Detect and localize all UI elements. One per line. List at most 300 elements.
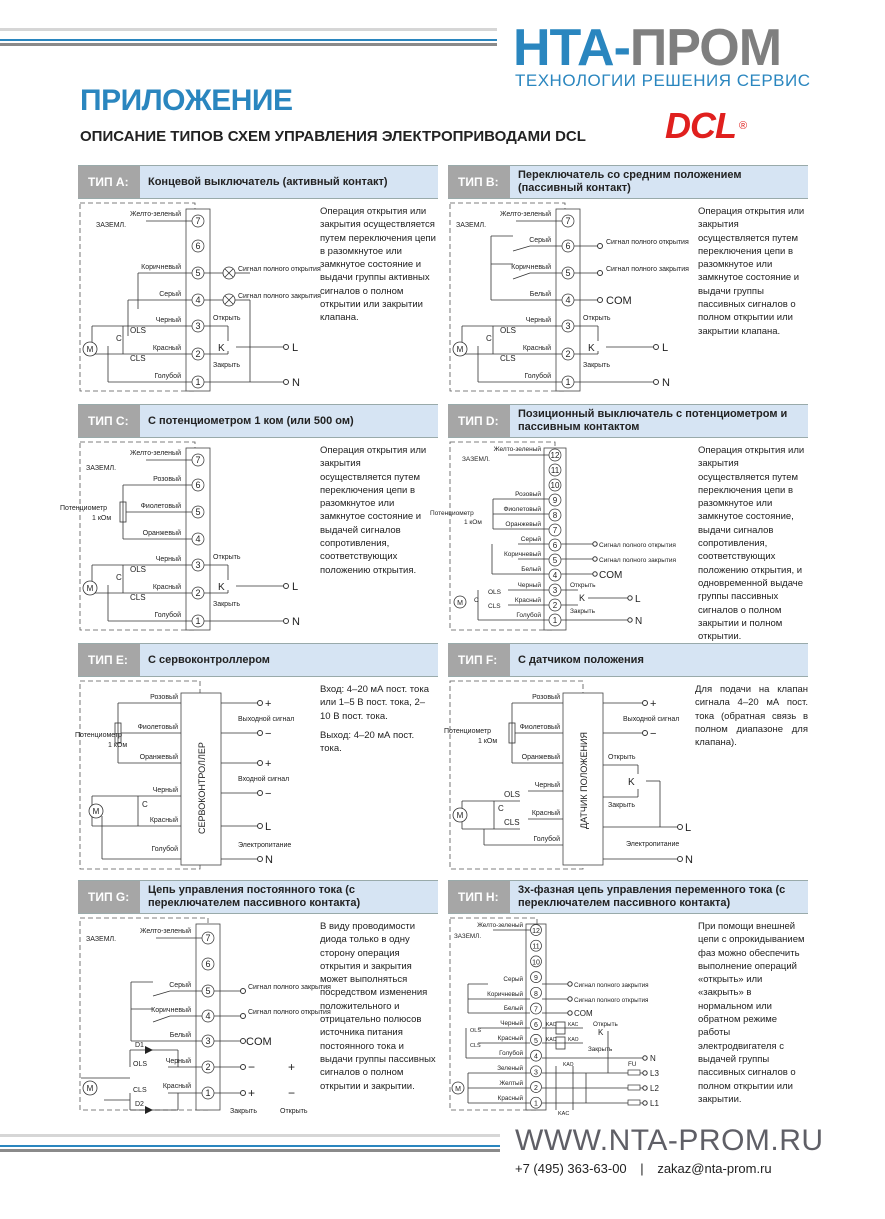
svg-text:ЗАЗЕМЛ.: ЗАЗЕМЛ. <box>454 933 482 940</box>
logo-part-blue: НТА- <box>513 19 630 77</box>
lamp-icons <box>223 267 235 306</box>
panel-header <box>78 643 438 677</box>
svg-text:L2: L2 <box>650 1084 659 1093</box>
terminal-number: 5 <box>552 556 558 565</box>
svg-text:K: K <box>628 777 635 788</box>
svg-text:Сигнал полного закрытия: Сигнал полного закрытия <box>248 984 331 991</box>
svg-text:Розовый: Розовый <box>515 491 541 498</box>
svg-text:Желтый: Желтый <box>499 1080 523 1087</box>
label-ground-wire: Желто-зеленый <box>129 211 181 218</box>
svg-text:M: M <box>456 345 464 354</box>
partner-logo <box>665 105 747 146</box>
motor-label: M <box>86 345 94 354</box>
svg-text:ЗАЗЕМЛ.: ЗАЗЕМЛ. <box>456 222 487 229</box>
svg-text:Черный: Черный <box>152 787 178 794</box>
svg-text:C: C <box>498 804 504 813</box>
svg-text:CLS: CLS <box>500 354 516 363</box>
registered-mark: ® <box>739 120 747 132</box>
svg-text:Выходной сигнал: Выходной сигнал <box>238 716 295 723</box>
svg-text:Белый: Белый <box>169 1032 191 1039</box>
footer-stripe-light <box>0 1134 500 1137</box>
svg-text:1: 1 <box>565 377 571 387</box>
phone-number[interactable]: +7 (495) 363-63-00 <box>515 1161 627 1176</box>
label-capacitor: C <box>116 334 122 343</box>
svg-text:C: C <box>142 800 148 809</box>
svg-text:Оранжевый: Оранжевый <box>139 754 178 761</box>
company-logo <box>513 19 782 77</box>
footer-contacts <box>515 1161 772 1176</box>
terminal-number: 10 <box>550 481 560 490</box>
description-input: Вход: 4–20 мА пост. тока или 1–5 В пост. тока, 2–10 В пост. тока. <box>320 684 429 722</box>
panel-description: В виду проводимости диода только в одну сторону операция открытия и закрытия может выполняться посредством изменения положительного и отрицательно полюсов источника питания постоянного тока и выдачи группы пассивных сигналов о полном открытии и закрытии. <box>320 921 436 1092</box>
svg-text:Потенциометр: Потенциометр <box>430 510 474 517</box>
svg-text:Входной сигнал: Входной сигнал <box>238 776 290 783</box>
svg-text:Желто-зеленый: Желто-зеленый <box>139 928 191 935</box>
description-output: Выход: 4–20 мА пост. тока. <box>320 729 415 755</box>
svg-text:Белый: Белый <box>503 1005 523 1012</box>
block-label: СЕРВОКОНТРОЛЛЕР <box>197 742 207 834</box>
svg-text:Открыть: Открыть <box>213 554 241 561</box>
svg-text:1 кОм: 1 кОм <box>108 742 128 749</box>
svg-text:M: M <box>457 600 463 607</box>
wiring-diagram-h <box>448 916 693 1116</box>
svg-text:Серый: Серый <box>520 536 541 543</box>
svg-text:OLS: OLS <box>504 790 521 799</box>
panel-title: 3х-фазная цепь управления переменного тока (с переключателем пассивного контакта) <box>518 884 786 909</box>
label-n: N <box>292 377 300 389</box>
svg-text:Электропитание: Электропитание <box>238 842 292 849</box>
svg-text:3: 3 <box>195 560 201 570</box>
svg-text:2: 2 <box>195 588 201 598</box>
panel-description: Операция открытия или закрытия осуществляется путем переключения цепи в разомкнутое или замкнутое состояние и выдачи группы пассивных сигналов о полном открытии или закрытии клапана. <box>698 206 805 337</box>
svg-text:ЗАЗЕМЛ.: ЗАЗЕМЛ. <box>86 936 117 943</box>
panel-type-d <box>430 404 808 643</box>
panel-header <box>448 165 808 199</box>
svg-text:KAC: KAC <box>568 1022 579 1028</box>
svg-text:KAO: KAO <box>563 1062 574 1068</box>
svg-text:Желто-зеленый: Желто-зеленый <box>493 446 541 453</box>
svg-text:6: 6 <box>205 959 211 969</box>
svg-text:6: 6 <box>565 241 571 251</box>
svg-text:Голубой: Голубой <box>516 612 541 619</box>
header-stripe-blue <box>0 39 497 41</box>
svg-text:K: K <box>588 343 595 354</box>
svg-text:+: + <box>288 1060 296 1074</box>
svg-text:OLS: OLS <box>130 565 147 574</box>
svg-text:COM: COM <box>599 570 623 581</box>
svg-text:Сигнал полного закрытия: Сигнал полного закрытия <box>574 982 649 989</box>
panel-title: Цепь управления постоянного тока (с переключателем пассивного контакта) <box>148 884 361 909</box>
email-link[interactable]: zakaz@nta-prom.ru <box>657 1161 772 1176</box>
svg-text:5: 5 <box>565 268 571 278</box>
svg-text:COM: COM <box>574 1009 593 1018</box>
label-l: L <box>292 342 299 354</box>
svg-text:5: 5 <box>195 507 201 517</box>
svg-text:Электропитание: Электропитание <box>626 841 680 848</box>
svg-text:+: + <box>650 698 657 710</box>
svg-text:Сигнал полного закрытия: Сигнал полного закрытия <box>606 266 689 273</box>
svg-text:CLS: CLS <box>130 593 146 602</box>
svg-text:7: 7 <box>205 933 211 943</box>
panel-tag: ТИП H: <box>448 881 510 913</box>
panel-description: При помощи внешней цепи с опрокидыванием фаз можно обеспечить выполнение операций «открыть» или «закрыть» в нормальном или обратном режиме работы электродвигателя с выдачей группы пассивных сигналов о полном открытии или закрытии. <box>698 921 805 1105</box>
svg-text:Голубой: Голубой <box>154 612 181 619</box>
svg-text:Сигнал полного открытия: Сигнал полного открытия <box>606 239 689 246</box>
svg-text:KAC: KAC <box>558 1111 570 1117</box>
svg-text:L: L <box>685 822 692 834</box>
wiring-diagram-d <box>430 440 698 635</box>
svg-text:Красный: Красный <box>162 1083 191 1090</box>
svg-text:7: 7 <box>195 455 201 465</box>
svg-text:Красный: Красный <box>497 1095 523 1102</box>
svg-text:Черный: Черный <box>165 1058 191 1065</box>
svg-text:N: N <box>265 854 273 866</box>
panel-description: Для подачи на клапан сигнала 4–20 мА пост. тока (обратная связь в полном диапазоне для клапана). <box>695 684 808 749</box>
svg-text:6: 6 <box>195 480 201 490</box>
svg-text:COM: COM <box>246 1036 272 1048</box>
svg-text:Открыть: Открыть <box>583 315 611 322</box>
terminal-number: 4 <box>534 1053 538 1061</box>
svg-text:Фиолетовый: Фиолетовый <box>140 503 181 510</box>
svg-text:+: + <box>265 758 272 770</box>
diode-d2-icon <box>145 1106 153 1114</box>
contact-separator: | <box>640 1161 644 1176</box>
svg-text:4: 4 <box>205 1011 211 1021</box>
svg-text:Красный: Красный <box>497 1035 523 1042</box>
svg-text:1 кОм: 1 кОм <box>478 738 498 745</box>
terminal-1: 1 <box>195 377 201 387</box>
panel-tag: ТИП F: <box>448 644 510 676</box>
terminal-number: 3 <box>552 586 558 595</box>
terminal-6: 6 <box>195 241 201 251</box>
terminal-number: 8 <box>534 990 538 998</box>
svg-text:CLS: CLS <box>133 1087 147 1094</box>
svg-text:Белый: Белый <box>529 291 551 298</box>
terminal-number: 4 <box>552 571 558 580</box>
terminal-number: 8 <box>552 511 558 520</box>
svg-text:Оранжевый: Оранжевый <box>521 754 560 761</box>
svg-text:Белый: Белый <box>521 566 541 573</box>
svg-text:M: M <box>86 584 94 593</box>
svg-text:COM: COM <box>606 295 632 307</box>
svg-text:N: N <box>650 1054 656 1063</box>
svg-text:Черный: Черный <box>155 556 181 563</box>
svg-text:N: N <box>662 377 670 389</box>
terminal-3: 3 <box>195 321 201 331</box>
svg-text:1 кОм: 1 кОм <box>92 515 112 522</box>
panel-type-a <box>78 165 438 395</box>
header-stripe-gray <box>0 43 497 46</box>
panel-header <box>78 880 438 914</box>
terminal-number: 7 <box>534 1006 538 1014</box>
svg-text:−: − <box>265 788 272 800</box>
svg-text:Коричневый: Коричневый <box>504 551 541 558</box>
fuse-icons <box>628 1070 640 1105</box>
svg-text:OLS: OLS <box>488 589 502 596</box>
svg-text:N: N <box>685 854 693 866</box>
terminal-2: 2 <box>195 349 201 359</box>
panel-title: Концевой выключатель (активный контакт) <box>148 175 388 188</box>
svg-text:Желто-зеленый: Желто-зеленый <box>129 450 181 457</box>
svg-text:L: L <box>635 594 641 605</box>
svg-text:Голубой: Голубой <box>524 373 551 380</box>
diode-icons <box>145 1046 153 1114</box>
svg-text:KAO: KAO <box>546 1022 557 1028</box>
panel-header <box>78 404 438 438</box>
terminal-n-icon <box>284 380 289 385</box>
svg-text:Красный: Красный <box>522 345 551 352</box>
label-cls: CLS <box>130 354 146 363</box>
label-signal-close: Сигнал полного закрытия <box>238 293 321 300</box>
svg-text:Черный: Черный <box>525 317 551 324</box>
svg-text:OLS: OLS <box>500 326 517 335</box>
diode-d1-icon <box>145 1046 153 1054</box>
svg-text:Сигнал полного открытия: Сигнал полного открытия <box>574 997 649 1004</box>
page-subtitle: ОПИСАНИЕ ТИПОВ СХЕМ УПРАВЛЕНИЯ ЭЛЕКТРОПРИВОДАМИ DCL <box>80 128 586 145</box>
svg-text:Сигнал полного открытия: Сигнал полного открытия <box>599 542 676 549</box>
svg-text:Потенциометр: Потенциометр <box>75 732 123 739</box>
wiring-diagram-e <box>75 679 318 874</box>
svg-text:Потенциометр: Потенциометр <box>444 728 492 735</box>
fuse-icon <box>628 1085 640 1090</box>
svg-text:Открыть: Открыть <box>608 754 636 761</box>
svg-text:KAC: KAC <box>546 1037 557 1043</box>
svg-text:Голубой: Голубой <box>533 836 560 843</box>
label-ols: OLS <box>130 326 147 335</box>
svg-text:M: M <box>455 1086 461 1093</box>
svg-text:Желто-зеленый: Желто-зеленый <box>499 211 551 218</box>
terminal-number: 9 <box>552 496 558 505</box>
panel-title: Позиционный выключатель с потенциометром и пассивным контактом <box>518 408 788 433</box>
svg-text:K: K <box>598 1028 604 1037</box>
svg-text:N: N <box>292 616 300 628</box>
terminal-number: 10 <box>532 959 540 967</box>
terminal-number: 11 <box>532 943 540 951</box>
terminal-number: 5 <box>534 1037 538 1045</box>
svg-text:Зеленый: Зеленый <box>497 1065 523 1072</box>
svg-text:Розовый: Розовый <box>150 694 178 701</box>
svg-text:−: − <box>265 728 272 740</box>
terminal-number: 2 <box>552 601 558 610</box>
terminal-l-icon <box>284 345 289 350</box>
svg-text:Коричневый: Коричневый <box>487 991 523 998</box>
svg-text:Красный: Красный <box>514 597 541 604</box>
svg-text:3: 3 <box>565 321 571 331</box>
svg-text:ЗАЗЕМЛ.: ЗАЗЕМЛ. <box>462 456 490 463</box>
svg-text:Черный: Черный <box>500 1020 523 1027</box>
svg-text:−: − <box>248 1060 256 1074</box>
wiring-diagram-b <box>448 201 688 396</box>
svg-text:M: M <box>92 807 100 816</box>
svg-text:L: L <box>292 581 299 593</box>
panel-type-f <box>444 643 808 873</box>
svg-text:D1: D1 <box>135 1042 144 1049</box>
label-gray: Серый <box>159 291 181 298</box>
svg-text:Красный: Красный <box>531 810 560 817</box>
block-label: ДАТЧИК ПОЛОЖЕНИЯ <box>579 732 589 829</box>
panel-description <box>320 683 435 755</box>
svg-text:OLS: OLS <box>470 1028 482 1034</box>
label-blue: Голубой <box>154 373 181 380</box>
terminal-number: 11 <box>550 466 560 475</box>
terminal-number: 7 <box>552 526 558 535</box>
svg-text:Красный: Красный <box>152 584 181 591</box>
footer-stripe-blue <box>0 1145 500 1147</box>
terminal-number: 12 <box>532 928 540 935</box>
panel-description: Операция открытия или закрытия осуществляется путем переключения цепи в разомкнутое или замкнутое состояние и выдачей сигналов сопротивления, соответствующих положению открытия. <box>320 445 427 576</box>
svg-text:Черный: Черный <box>534 782 560 789</box>
terminal-7: 7 <box>195 216 201 226</box>
panel-type-g <box>78 880 438 1115</box>
svg-text:Потенциометр: Потенциометр <box>60 505 108 512</box>
panel-tag: ТИП E: <box>78 644 140 676</box>
terminal-number: 1 <box>552 616 558 625</box>
svg-text:+: + <box>248 1086 256 1100</box>
svg-text:Закрыть: Закрыть <box>570 608 596 615</box>
svg-text:L3: L3 <box>650 1069 659 1078</box>
svg-text:Закрыть: Закрыть <box>608 802 635 809</box>
panel-tag: ТИП G: <box>78 881 140 913</box>
svg-text:Серый: Серый <box>529 237 551 244</box>
panel-type-e <box>75 643 438 873</box>
panel-tag: ТИП B: <box>448 166 510 198</box>
terminal-number: 6 <box>534 1022 538 1030</box>
terminal-number: 3 <box>534 1069 538 1077</box>
svg-text:Фиолетовый: Фиолетовый <box>503 506 541 513</box>
svg-text:Голубой: Голубой <box>151 846 178 853</box>
terminal-5: 5 <box>195 268 201 278</box>
partner-logo-text: DCL <box>665 105 736 146</box>
svg-text:Фиолетовый: Фиолетовый <box>519 724 560 731</box>
svg-text:Открыть: Открыть <box>593 1021 618 1028</box>
label-close: Закрыть <box>213 362 240 369</box>
svg-text:7: 7 <box>565 216 571 226</box>
svg-text:KAO: KAO <box>568 1037 579 1043</box>
svg-text:OLS: OLS <box>133 1061 148 1068</box>
svg-text:N: N <box>635 616 643 627</box>
label-signal-open: Сигнал полного открытия <box>238 266 321 273</box>
svg-text:Фиолетовый: Фиолетовый <box>137 724 178 731</box>
terminal-number: 1 <box>534 1100 538 1108</box>
svg-text:Серый: Серый <box>169 982 191 989</box>
wiring-diagram-g <box>78 916 331 1116</box>
panel-type-b <box>448 165 808 395</box>
svg-text:−: − <box>650 728 657 740</box>
svg-text:Красный: Красный <box>149 817 178 824</box>
svg-text:Сигнал полного открытия: Сигнал полного открытия <box>248 1009 331 1016</box>
svg-text:Открыть: Открыть <box>280 1108 308 1115</box>
svg-text:CLS: CLS <box>504 818 520 827</box>
svg-text:Розовый: Розовый <box>532 694 560 701</box>
svg-text:4: 4 <box>565 295 571 305</box>
svg-text:1 кОм: 1 кОм <box>464 519 482 526</box>
svg-text:2: 2 <box>565 349 571 359</box>
svg-text:D2: D2 <box>135 1101 144 1108</box>
svg-text:Серый: Серый <box>503 976 523 983</box>
footer-stripe-gray <box>0 1149 500 1152</box>
panel-type-h <box>448 880 808 1117</box>
svg-text:−: − <box>288 1086 296 1100</box>
svg-text:3: 3 <box>205 1036 211 1046</box>
svg-text:Выходной сигнал: Выходной сигнал <box>623 716 680 723</box>
panel-header <box>448 880 808 914</box>
svg-text:Закрыть: Закрыть <box>583 362 610 369</box>
panel-tag: ТИП A: <box>78 166 140 198</box>
terminal-number: 12 <box>550 451 560 460</box>
svg-text:CLS: CLS <box>488 603 501 610</box>
svg-text:Закрыть: Закрыть <box>588 1046 613 1053</box>
terminal-number: 2 <box>534 1085 538 1092</box>
label-black: Черный <box>155 317 181 324</box>
svg-text:4: 4 <box>195 534 201 544</box>
fuse-icon <box>628 1100 640 1105</box>
svg-text:Оранжевый: Оранжевый <box>142 530 181 537</box>
panel-title: Переключатель со средним положением (пассивный контакт) <box>518 169 742 194</box>
fuse-icon <box>628 1070 640 1075</box>
svg-text:Голубой: Голубой <box>499 1050 523 1057</box>
panel-title: С датчиком положения <box>518 653 644 666</box>
wiring-diagram-f <box>444 679 693 874</box>
panel-header <box>448 643 808 677</box>
svg-text:2: 2 <box>205 1062 211 1072</box>
svg-text:ЗАЗЕМЛ.: ЗАЗЕМЛ. <box>86 465 117 472</box>
svg-text:Розовый: Розовый <box>153 476 181 483</box>
svg-text:+: + <box>265 698 272 710</box>
terminal-number: 9 <box>534 975 538 983</box>
panel-header <box>448 404 808 438</box>
terminal-number: 6 <box>552 541 558 550</box>
svg-text:FU: FU <box>628 1061 637 1068</box>
svg-text:Оранжевый: Оранжевый <box>505 521 541 528</box>
label-k: K <box>218 343 225 354</box>
svg-text:M: M <box>86 1084 94 1093</box>
website-link[interactable]: WWW.NTA-PROM.RU <box>515 1124 824 1157</box>
svg-text:Коричневый: Коричневый <box>511 264 551 271</box>
panel-title: С сервоконтроллером <box>148 653 270 666</box>
label-ground: ЗАЗЕМЛ. <box>96 222 127 229</box>
panel-description: Операция открытия или закрытия осуществляется путем переключения цепи в разомкнутое или замкнутое состояние и выдачи группы активных сигналов о полном открытии или закрытии клапана. <box>320 206 436 324</box>
svg-text:Коричневый: Коричневый <box>151 1007 191 1014</box>
svg-text:K: K <box>579 593 586 603</box>
terminal-4: 4 <box>195 295 201 305</box>
svg-text:L: L <box>662 342 669 354</box>
wiring-diagram-a <box>78 201 321 396</box>
label-red: Красный <box>152 345 181 352</box>
svg-text:Черный: Черный <box>517 582 541 589</box>
svg-text:1: 1 <box>195 616 201 626</box>
label-brown: Коричневый <box>141 264 181 271</box>
svg-text:C: C <box>116 573 122 582</box>
svg-text:Закрыть: Закрыть <box>213 601 240 608</box>
svg-text:5: 5 <box>205 986 211 996</box>
svg-text:M: M <box>456 811 464 820</box>
panel-type-c <box>60 404 438 634</box>
company-tagline: ТЕХНОЛОГИИ РЕШЕНИЯ СЕРВИС <box>515 71 811 90</box>
panel-tag: ТИП C: <box>78 405 140 437</box>
page-title: ПРИЛОЖЕНИЕ <box>80 84 293 117</box>
svg-text:L1: L1 <box>650 1099 659 1108</box>
svg-text:1: 1 <box>205 1088 211 1098</box>
svg-text:C: C <box>486 334 492 343</box>
svg-text:Сигнал полного закрытия: Сигнал полного закрытия <box>599 557 676 564</box>
label-open: Открыть <box>213 315 241 322</box>
wiring-diagram-c <box>60 440 318 635</box>
svg-text:Закрыть: Закрыть <box>230 1108 257 1115</box>
svg-text:Открыть: Открыть <box>570 582 596 589</box>
header-stripe-light <box>0 28 497 31</box>
panel-title: С потенциометром 1 ком (или 500 ом) <box>148 414 354 427</box>
svg-text:C: C <box>474 597 479 604</box>
